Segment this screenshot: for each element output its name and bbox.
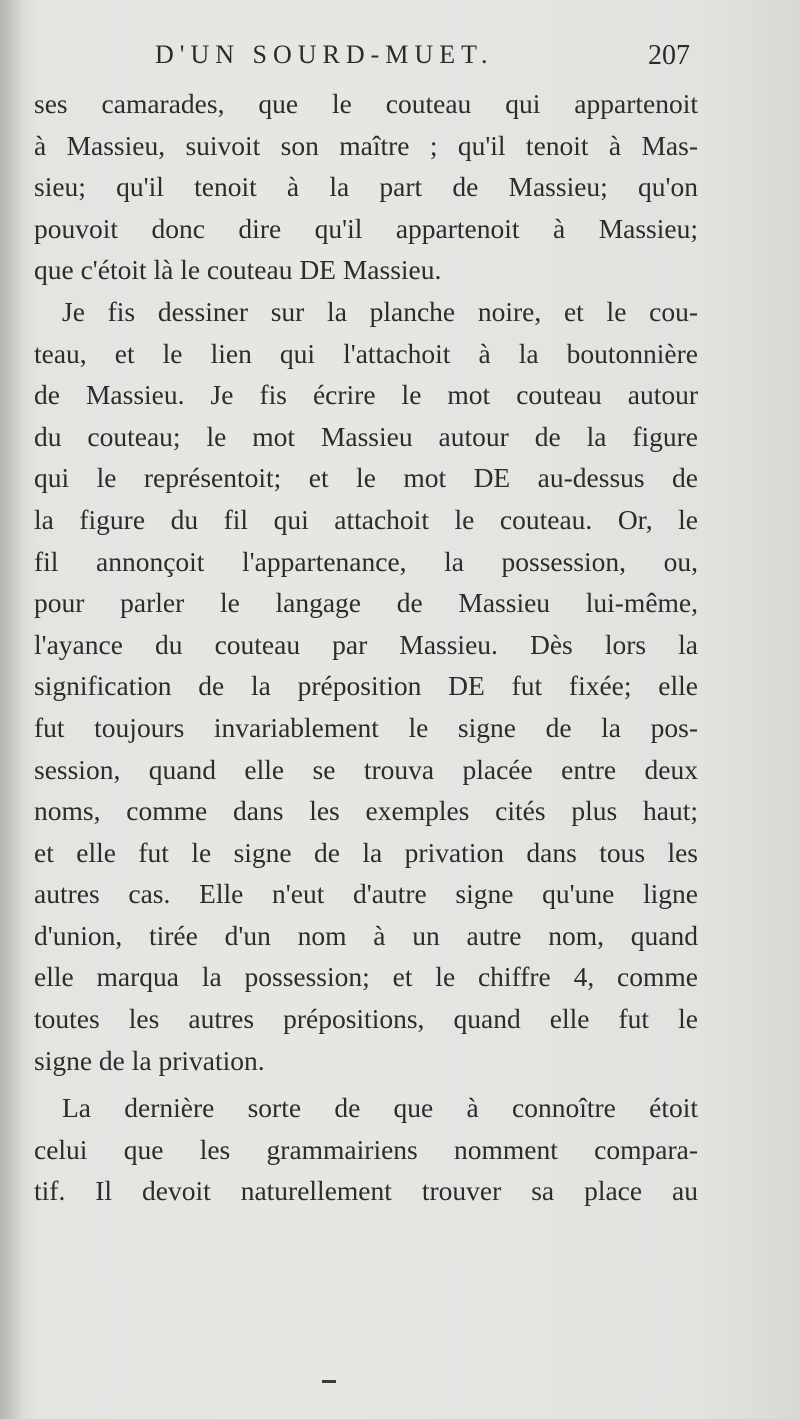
text-line: fut toujours invariablement le signe de la pos- (34, 711, 698, 743)
text-line: que c'étoit là le couteau DE Massieu. (34, 254, 442, 286)
running-head: D'UN SOURD-MUET. (155, 40, 494, 69)
text-line: Je fis dessiner sur la planche noire, et le cou- (62, 295, 698, 327)
text-line: signe de la privation. (34, 1044, 265, 1076)
ink-mark (322, 1380, 336, 1383)
text-line: pouvoit donc dire qu'il appartenoit à Massieu; (34, 212, 698, 244)
text-line: la figure du fil qui attachoit le couteau. Or, le (34, 503, 698, 535)
text-line: celui que les grammairiens nomment compara- (34, 1133, 698, 1165)
text-line: pour parler le langage de Massieu lui-même, (34, 587, 698, 619)
text-line: sieu; qu'il tenoit à la part de Massieu; qu'on (34, 171, 698, 203)
text-line: fil annonçoit l'appartenance, la possession, ou, (34, 545, 698, 577)
text-line: à Massieu, suivoit son maître ; qu'il tenoit à Mas- (34, 129, 698, 161)
body-text (34, 83, 698, 1212)
paragraph (34, 83, 698, 291)
text-line: l'ayance du couteau par Massieu. Dès lors la (34, 628, 698, 660)
text-line: signification de la préposition DE fut fixée; elle (34, 670, 698, 702)
text-line: elle marqua la possession; et le chiffre 4, comme (34, 961, 698, 993)
page-header (0, 40, 800, 80)
text-line: du couteau; le mot Massieu autour de la figure (34, 420, 698, 452)
text-line: toutes les autres prépositions, quand elle fut le (34, 1003, 698, 1035)
text-line: noms, comme dans les exemples cités plus haut; (34, 795, 698, 827)
text-line: tif. Il devoit naturellement trouver sa place au (34, 1175, 698, 1207)
text-line: ses camarades, que le couteau qui appartenoit (34, 88, 698, 119)
text-line: et elle fut le signe de la privation dans tous les (34, 836, 698, 868)
text-line: session, quand elle se trouva placée entre deux (34, 753, 698, 785)
text-line: d'union, tirée d'un nom à un autre nom, quand (34, 919, 698, 951)
text-line: teau, et le lien qui l'attachoit à la boutonnière (34, 337, 698, 369)
paragraph (34, 291, 698, 1081)
text-line: de Massieu. Je fis écrire le mot couteau autour (34, 379, 698, 411)
text-line: qui le représentoit; et le mot DE au-dessus de (34, 462, 698, 494)
text-line: La dernière sorte de que à connoître étoit (62, 1092, 698, 1124)
text-line: autres cas. Elle n'eut d'autre signe qu'une ligne (34, 878, 698, 910)
paragraph (34, 1087, 698, 1212)
page-number: 207 (648, 40, 690, 71)
